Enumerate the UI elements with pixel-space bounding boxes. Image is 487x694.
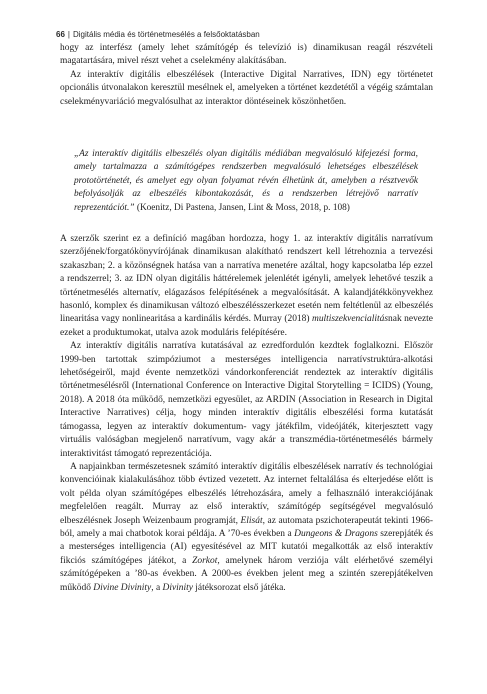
- paragraph-text: szerepjáték és a mesterséges intelligencia (AI) egyesítésével az MIT kutatói megalkották az első interaktív fikciós számítógépes játékot, a: [60, 528, 433, 566]
- paragraph-text: , amelynek három verziója vált elérhetővé személyi számítógépeken a ’80-as években. A 2000-es években jelent meg a szintén szerepjátékelven működő: [60, 555, 433, 593]
- emphasis-dnd: Dungeons & Dragons: [294, 528, 378, 539]
- paragraph-idn-history: [60, 461, 433, 595]
- emphasis-divinity: Divinity: [162, 582, 193, 593]
- paragraph-text: , a: [151, 582, 161, 593]
- header-separator: |: [67, 30, 70, 39]
- body-text-bottom: [60, 233, 433, 595]
- quote-text: „Az interaktív digitális elbeszélés olyan digitális médiában megvalósuló kifejezési forma, amely tartalmazza a számítógépes rendszerben megvalósuló lehetséges elbeszélések prototörténetét, és amelyet egy olyan folyamat révén élhetünk át, amelyben a résztvevők befolyásolják az elbeszélés kibontakozását, és a rendszerben létrejövő narratív reprezentációt.”: [74, 149, 418, 213]
- block-quote: [74, 148, 418, 215]
- emphasis-zork: Zorkot: [192, 555, 218, 566]
- paragraph-continuation: hogy az interfész (amely lehet számítógép és televízió is) dinamikusan reagál részvételi magatartására, mivel részt vehet a cselekmény alakításában.: [60, 43, 433, 67]
- paragraph-authors-definition: [60, 233, 433, 340]
- paragraph-text: A napjainkban természetesnek számító interaktív digitális elbeszélések narratív és technológiai konvencióinak kialakulásához több évtized vezetett. Az internet feltalálása és elterjedése előtt is volt példa olyan számítógépes elbeszélés létrehozására, amely a felhasználó interakciójának megfelelően reagált. Murray az első interaktív, számítógép segítségével megvalósuló elbeszélésnek Joseph Weizenbaum programját,: [60, 461, 433, 526]
- emphasis-divine-divinity: Divine Divinity: [93, 582, 152, 593]
- emphasis-elisa: Elisát: [240, 515, 263, 526]
- quote-citation: (Koenitz, Di Pastena, Jansen, Lint & Moss, 2018, p. 108): [136, 202, 350, 213]
- running-title: Digitális média és történetmesélés a felsőoktatásban: [72, 30, 260, 39]
- paragraph-idn-definition-intro: Az interaktív digitális elbeszélések (Interactive Digital Narratives, IDN) egy történetet opcionális útvonalakon keresztül mesélnek el, amelyeken a történet kezdetétől a végéig számtalan cselekményvariáció megvalósulhat az interaktor döntéseinek köszönhetően.: [60, 69, 433, 107]
- body-text-top: [60, 42, 433, 109]
- paragraph-text: , az automata pszichoterapeutát tekinti 1966-ból, amely a mai chatbotok korai példája. A ’70-es években a: [60, 515, 434, 539]
- page-number: 66: [56, 30, 65, 39]
- paragraph-text: játéksorozat első játéka.: [195, 582, 286, 593]
- running-header: [56, 30, 260, 40]
- paragraph-text-tail: nak nevezte ezeket a produktumokat, utalva azok moduláris felépítésére.: [60, 314, 433, 338]
- emphasis-term: multiszekvencialitás: [312, 314, 389, 325]
- paragraph-idn-research: Az interaktív digitális narratíva kutatásával az ezredfordulón kezdtek foglalkozni. Először 1999-ben tartottak szimpóziumot a mesterséges intelligencia narratívstruktúra-alkotási lehetőségeiről, majd évente nemzetközi vándorkonferenciát rendeztek az interaktív digitális történetmesélésről (International Conference on Interactive Digital Storytelling = ICIDS) (Young, 2018). A 2018 óta működő, nemzetközi egyesület, az ARDIN (Association in Research in Digital Interactive Narratives) célja, hogy minden interaktív digitális elbeszélési forma kutatását támogassa, legyen az interaktív dokumentum- vagy játékfilm, videójáték, kiterjesztett vagy virtuális valóságban megjelenő narratívum, vagy akár a transzmédia-történetmesélés bármely interaktivitást támogató reprezentációja.: [60, 341, 433, 459]
- paragraph-text: A szerzők szerint ez a definíció magában hordozza, hogy 1. az interaktív digitális narratívum szerzőjének/forgatókönyvírójának dinamikusan alakítható rendszert kell létrehoznia a tervezési szakaszban; 2. a közönségnek hatása van a narratíva menetére azáltal, hogy kapcsolatba lép ezzel a rendszerrel; 3. az IDN olyan digitális háttérelemek jelenlétét igényli, amelyek lehetővé teszik a történetmesélés alternatív, elágazásos felépítésének a megvalósítását. A kalandjátékkönyvekhez hasonló, komplex és dinamikusan változó elbeszélésszerkezet esetén nem feltétlenül az elbeszélés linearitása vagy nonlinearitása a kardinális kérdés. Murray (2018): [60, 234, 433, 325]
